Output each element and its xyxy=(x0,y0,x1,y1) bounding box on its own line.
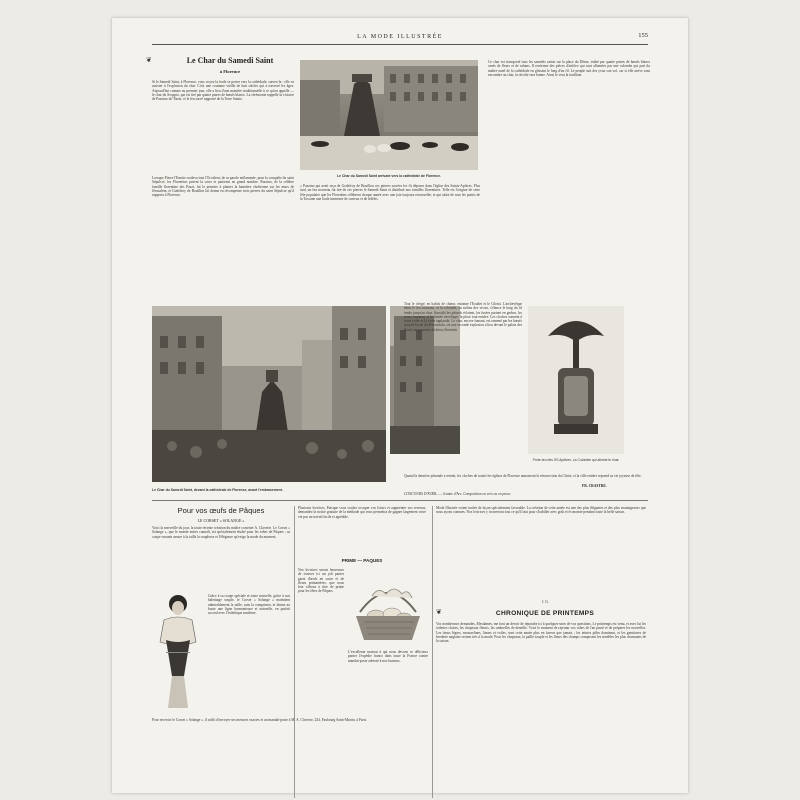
article-title: Le Char du Samedi Saint xyxy=(186,56,274,65)
article-wide-text: « Pazzino qui avait reçu de Godefroy de Bouillon ces pierres sacrées les fit déposer dans l'église des Saints-Apôtres. Plus tard, un feu nouveau fut tiré de ces pierres le Samedi Saint et distribué aux familles florentines. Telle est l'origine de cette fête populaire que les Florentins célèbrent chaque année avec une joie toujours renouvelée, et qui attire de tous les points de la Toscane une foule immense de curieux et de fidèles. xyxy=(300,184,480,201)
photo-caption-2: Le Char du Samedi Saint, devant la cathédrale de Florence, avant l'embrasement. xyxy=(152,488,283,492)
prime-text-2: L'excellente maison à qui nous devons ce délicieux panier l'expédie franco dans toute la France contre mandat-poste adressé à nos bureaux. xyxy=(348,650,428,663)
corset-footer-text: Pour recevoir le Corset « Solange », il suffit d'envoyer ses mesures exactes et un mandat-poste à M. A. Claverie, 234, Faubourg Saint-Martin, à Paris. xyxy=(152,718,367,722)
prime-text: Nos lectrices seront heureuses de trouver ici un joli panier garni d'œufs en sucre et de fleurs printanières, que nous leur offrons à titre de prime pour les fêtes de Pâques. xyxy=(298,568,344,594)
corset-subtitle: LE CORSET « SOLANGE » xyxy=(197,518,245,523)
article-column-b: Lorsque Pierre l'Ermite souleva tout l'Occident, de sa parole enflammée, pour la conquête du saint Sépulcre, les Florentins prirent la croix et partirent en grand nombre. Pazzino, de la célèbre famille florentine des Pazzi, fut le premier à planter la bannière chrétienne sur les murs de Jérusalem, et Godefroy de Bouillon lui donna en récompense trois pierres du saint Sépulcre qu'il rapporta à Florence. xyxy=(152,176,294,198)
corset-illustration xyxy=(150,592,206,710)
article-column-a: Si le Samedi Saint, à Florence, vous voyez la foule se porter vers la cathédrale, suivez-la : elle va assister à l'explosion du char. C'est une coutume vieille de huit siècles qui a traversé les âges. Aujourd'hui comme au premier jour, elle a lieu d'une manière traditionnelle à ce qu'on appelle — le char du Scoppio, qui est tiré par quatre paires de bœufs blancs. La cérémonie rappelle la victoire de Pazzino de' Pazzi, et le feu sacré rapporté de la Terre Sainte. xyxy=(152,80,294,102)
column-divider-2 xyxy=(432,506,433,798)
photo-dove-object xyxy=(528,306,624,454)
ornament-chronique-icon: ❦ xyxy=(436,608,442,616)
photo-char-procession xyxy=(300,60,478,170)
photo-caption-1: Le Char du Samedi Saint arrivant vers la cathédrale de Florence. xyxy=(337,174,441,178)
article-column-c: Ce char est transporté tous les samedis saints sur la place du Dôme, traîné par quatre paires de bœufs blancs ornés de fleurs et de rubans. Il renferme des pièces d'artifice qui sont allumées par une colombe qui part du maître-autel de la cathédrale en glissant le long d'un fil. Le peuple suit des yeux son vol, car si elle arrive sans encombre au char, la récolte sera bonne. Ainsi le veut la tradition. xyxy=(488,60,650,77)
lectrices-text: Plusieurs lectrices, Puisque vous voulez occuper vos loisirs et augmenter vos revenus, demandez la notice gratuite de la méthode qui vous permettra de gagner largement votre vie par un travail facile et agréable. xyxy=(298,506,426,519)
corset-text-a: Voici la merveille du jour, la toute récente création du maître corsetier A. Claverie. Le Corset « Solange », que le monde entier connaît, est spécialement étudié pour les robes de Pâques ; sa coupe savante assure à la taille la souplesse et l'élégance qu'exige la mode du moment. xyxy=(152,526,290,539)
contest-line: CONCOURS D'AVRIL. — Jeanne d'Arc. Composition en vers ou en prose. xyxy=(404,492,512,496)
easter-basket-illustration xyxy=(348,570,428,646)
mode-illustree-text: Mode Illustrée voient traités de façon spécialement favorable. La création de cette année est une des plus élégantes et des plus avantageuses que nous ayons connues. Nos lectrices y trouveront tout ce qu'il faut pour s'habiller avec goût et économie pendant toute la belle saison. xyxy=(436,506,646,515)
corset-article-title: Pour vos œufs de Pâques xyxy=(177,506,265,515)
corset-text-b: Grâce à sa coupe spéciale et toute nouvelle, grâce à son baleinage souple, le Corset « Solange » maintient admirablement la taille, sans la comprimer, et donne au buste une ligne harmonieuse et naturelle, en parfait accord avec l'esthétique moderne. xyxy=(208,594,290,616)
photo-caption-3: Porte-feu des SS Apôtres. La Colombe qui allume le char. xyxy=(532,458,620,462)
page-number: 155 xyxy=(638,32,648,39)
photo-char-cathedral xyxy=(152,306,386,482)
prime-title: PRIME — PAQUES xyxy=(341,558,383,563)
running-head: LA MODE ILLUSTRÉE xyxy=(357,34,443,40)
section-rule xyxy=(152,500,648,501)
article-signature: FR. CRASTRE. xyxy=(582,484,607,488)
article-right-text: Tout le clergé, en habits de chœur, entonne l'Exultet et le Gloria. L'archevêque bénit le feu nouveau, et la colombe, au milieu des vivats, s'élance le long du fil tendu jusqu'au char. Aussitôt les pétards éclatent, les fusées partent en gerbes, les roues tournent, et la fumée enveloppe la place tout entière. Les cloches sonnent à toute volée et la foule applaudit. Le char, encore fumant, est ramené par les bœufs jusqu'à la rue du Proconsolo, où une seconde explosion a lieu devant le palais des Pazzi, en souvenir du héros florentin. xyxy=(404,302,522,332)
chronique-signature: J. G. xyxy=(542,600,549,604)
article-right-text-2: Quand la dernière pétarade a retenti, les cloches de toutes les églises de Florence annoncent la résurrection du Christ, et la ville entière reprend sa vie joyeuse de fête. xyxy=(404,474,642,478)
article-subtitle: à Florence xyxy=(219,69,241,74)
chronique-body: Vos nombreuses demandes, Mesdames, me font un devoir de répondre ici à quelques-unes de vos questions. Le printemps est venu, et avec lui les toilettes claires, les chapeaux fleuris, les ombrelles de dentelle. Voici le moment de rajeunir vos robes de l'an passé et de préparer les nouvelles. Les tissus légers, mousselines, linons et voiles, sont cette année plus en faveur que jamais ; les teintes pâles dominent, et les garnitures de broderie anglaise restent très à la mode. Pour les chapeaux, la paille souple et les fleurs des champs composent les modèles les plus charmants de la saison. xyxy=(436,622,646,644)
chronique-title: CHRONIQUE DE PRINTEMPS xyxy=(495,610,595,617)
magazine-page xyxy=(112,18,688,793)
header-rule xyxy=(152,44,648,45)
ornament-left-icon: ❦ xyxy=(146,56,152,64)
